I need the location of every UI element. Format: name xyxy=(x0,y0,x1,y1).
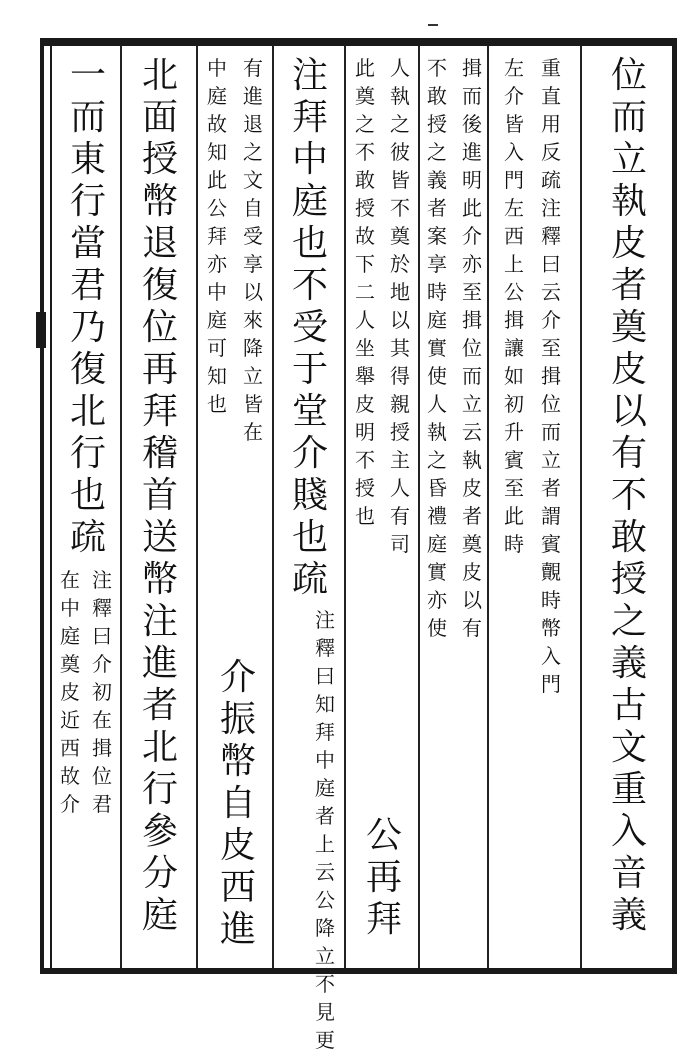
glyph: 云 xyxy=(315,860,335,884)
glyph: 不 xyxy=(610,475,647,516)
glyph: 謂 xyxy=(541,504,561,528)
glyph: 享 xyxy=(243,252,263,276)
glyph: 時 xyxy=(504,532,524,556)
glyph: 注 xyxy=(141,601,178,642)
glyph: 復 xyxy=(69,349,106,390)
glyph: 疏 xyxy=(541,168,561,192)
glyph: 進 xyxy=(219,909,256,950)
glyph: 上 xyxy=(504,252,524,276)
glyph: 拜 xyxy=(365,899,402,940)
glyph: 位 xyxy=(610,55,647,96)
glyph: 可 xyxy=(207,336,227,360)
glyph: 人 xyxy=(355,308,375,332)
glyph: 初 xyxy=(504,392,524,416)
glyph: 音 xyxy=(610,853,647,894)
glyph: 下 xyxy=(355,252,375,276)
glyph: 皆 xyxy=(390,168,410,192)
glyph: 立 xyxy=(462,392,482,416)
glyph: 義 xyxy=(610,643,647,684)
glyph: 而 xyxy=(541,420,561,444)
glyph: 亦 xyxy=(462,252,482,276)
glyph: 幣 xyxy=(541,616,561,640)
glyph: 立 xyxy=(541,448,561,472)
glyph: 釋 xyxy=(541,224,561,248)
glyph: 司 xyxy=(390,532,410,556)
glyph: 君 xyxy=(69,265,106,306)
glyph: 左 xyxy=(504,56,524,80)
glyph: 更 xyxy=(315,1028,335,1052)
glyph: 奠 xyxy=(462,532,482,556)
glyph: 公 xyxy=(365,815,402,856)
glyph: 授 xyxy=(427,112,447,136)
column-rule xyxy=(418,46,420,968)
glyph: 奠 xyxy=(390,224,410,248)
glyph: 也 xyxy=(291,223,328,264)
glyph: 門 xyxy=(541,672,561,696)
glyph: 西 xyxy=(219,867,256,908)
glyph: 參 xyxy=(141,811,178,852)
glyph: 公 xyxy=(504,280,524,304)
frame-top-border xyxy=(40,38,676,46)
glyph: 者 xyxy=(462,504,482,528)
glyph: 舉 xyxy=(355,364,375,388)
glyph: 北 xyxy=(141,55,178,96)
glyph: 進 xyxy=(243,84,263,108)
glyph: 敢 xyxy=(355,168,375,192)
glyph: 云 xyxy=(462,420,482,444)
glyph: 行 xyxy=(69,433,106,474)
glyph: 庭 xyxy=(60,624,80,648)
glyph: 至 xyxy=(541,336,561,360)
glyph: 立 xyxy=(243,364,263,388)
glyph: 不 xyxy=(390,196,410,220)
glyph: 于 xyxy=(291,349,328,390)
frame-right-border xyxy=(672,38,677,974)
glyph: 上 xyxy=(315,832,335,856)
glyph: 也 xyxy=(355,504,375,528)
glyph: 彼 xyxy=(390,140,410,164)
glyph: 見 xyxy=(315,1000,335,1024)
glyph: 以 xyxy=(462,588,482,612)
text-column-8-note-b xyxy=(56,570,84,822)
glyph: 人 xyxy=(390,56,410,80)
glyph: 賤 xyxy=(291,475,328,516)
glyph: 庭 xyxy=(207,84,227,108)
glyph: 注 xyxy=(291,55,328,96)
glyph: 曰 xyxy=(315,664,335,688)
glyph: 揖 xyxy=(504,308,524,332)
glyph: 來 xyxy=(243,308,263,332)
glyph: 拜 xyxy=(207,224,227,248)
glyph: 疏 xyxy=(291,559,328,600)
glyph: 位 xyxy=(92,764,112,788)
glyph: 降 xyxy=(315,916,335,940)
glyph: 立 xyxy=(610,139,647,180)
glyph: 以 xyxy=(390,308,410,332)
glyph: 也 xyxy=(291,517,328,558)
glyph: 重 xyxy=(610,769,647,810)
glyph: 之 xyxy=(355,112,375,136)
column-rule xyxy=(580,46,582,968)
glyph: 敢 xyxy=(610,517,647,558)
glyph: 者 xyxy=(141,685,178,726)
glyph: 明 xyxy=(355,420,375,444)
glyph: 拜 xyxy=(141,391,178,432)
glyph: 北 xyxy=(69,391,106,432)
glyph: 介 xyxy=(504,84,524,108)
glyph: 拜 xyxy=(291,97,328,138)
glyph: 奠 xyxy=(355,84,375,108)
glyph: 近 xyxy=(60,708,80,732)
text-column-2a xyxy=(531,58,571,702)
glyph: 當 xyxy=(69,223,106,264)
glyph: 中 xyxy=(315,748,335,772)
glyph: 在 xyxy=(243,420,263,444)
glyph: 皮 xyxy=(219,825,256,866)
glyph: 介 xyxy=(92,652,112,676)
fishtail-mark xyxy=(36,312,46,348)
glyph: 自 xyxy=(243,196,263,220)
glyph: 授 xyxy=(390,420,410,444)
glyph: 中 xyxy=(207,280,227,304)
glyph: 亦 xyxy=(207,252,227,276)
glyph: 之 xyxy=(427,140,447,164)
glyph: 有 xyxy=(610,433,647,474)
glyph: 自 xyxy=(219,783,256,824)
glyph: 再 xyxy=(365,857,402,898)
text-column-8-note-a xyxy=(88,570,116,822)
glyph: 立 xyxy=(315,944,335,968)
glyph: 君 xyxy=(92,792,112,816)
glyph: 介 xyxy=(462,224,482,248)
text-column-5-big xyxy=(356,815,412,944)
text-column-1 xyxy=(600,55,658,940)
glyph: 者 xyxy=(610,265,647,306)
glyph: 古 xyxy=(610,685,647,726)
glyph: 執 xyxy=(390,84,410,108)
glyph: 皆 xyxy=(243,392,263,416)
glyph: 庭 xyxy=(315,776,335,800)
glyph: 故 xyxy=(355,224,375,248)
glyph: 也 xyxy=(207,392,227,416)
glyph: 至 xyxy=(462,280,482,304)
glyph: 云 xyxy=(541,280,561,304)
glyph: 揖 xyxy=(92,736,112,760)
glyph: 而 xyxy=(69,97,106,138)
glyph: 皮 xyxy=(60,680,80,704)
glyph: 如 xyxy=(504,364,524,388)
glyph: 二 xyxy=(355,280,375,304)
glyph: 而 xyxy=(462,84,482,108)
glyph: 親 xyxy=(390,392,410,416)
glyph: 之 xyxy=(427,448,447,472)
glyph: 公 xyxy=(207,196,227,220)
glyph: 在 xyxy=(92,708,112,732)
glyph: 幣 xyxy=(141,181,178,222)
glyph: 坐 xyxy=(355,336,375,360)
glyph: 至 xyxy=(504,476,524,500)
text-column-8 xyxy=(60,55,116,562)
glyph: 介 xyxy=(291,433,328,474)
glyph: 不 xyxy=(427,56,447,80)
glyph: 注 xyxy=(541,196,561,220)
glyph: 賓 xyxy=(541,532,561,556)
glyph: 重 xyxy=(541,56,561,80)
glyph: 敢 xyxy=(427,84,447,108)
glyph: 初 xyxy=(92,680,112,704)
text-column-3b xyxy=(422,58,452,646)
glyph: 庭 xyxy=(427,308,447,332)
glyph: 得 xyxy=(390,364,410,388)
glyph: 庭 xyxy=(141,895,178,936)
glyph: 授 xyxy=(355,476,375,500)
glyph: 升 xyxy=(504,420,524,444)
glyph: 覿 xyxy=(541,560,561,584)
glyph: 揖 xyxy=(462,56,482,80)
glyph: 執 xyxy=(462,448,482,472)
glyph: 案 xyxy=(427,224,447,248)
glyph: 使 xyxy=(427,364,447,388)
glyph: 授 xyxy=(141,139,178,180)
glyph: 文 xyxy=(243,168,263,192)
glyph: 疏 xyxy=(69,517,106,558)
frame-bottom-border xyxy=(40,968,676,974)
glyph: 進 xyxy=(141,643,178,684)
glyph: 皆 xyxy=(504,112,524,136)
glyph: 西 xyxy=(60,736,80,760)
glyph: 用 xyxy=(541,112,561,136)
glyph: 後 xyxy=(462,112,482,136)
glyph: 以 xyxy=(610,391,647,432)
glyph: 之 xyxy=(390,112,410,136)
glyph: 受 xyxy=(291,307,328,348)
glyph: 之 xyxy=(243,140,263,164)
glyph: 進 xyxy=(462,140,482,164)
glyph: 分 xyxy=(141,853,178,894)
glyph: 拜 xyxy=(315,720,335,744)
glyph: 位 xyxy=(541,392,561,416)
glyph: 在 xyxy=(60,568,80,592)
glyph: 乃 xyxy=(69,307,106,348)
glyph: 有 xyxy=(243,56,263,80)
glyph: 而 xyxy=(462,364,482,388)
glyph: 受 xyxy=(243,224,263,248)
glyph: 位 xyxy=(462,336,482,360)
glyph: 中 xyxy=(60,596,80,620)
glyph: 者 xyxy=(315,804,335,828)
glyph: 曰 xyxy=(92,624,112,648)
glyph: 皮 xyxy=(462,560,482,584)
text-column-2b xyxy=(494,58,534,562)
column-rule xyxy=(272,46,274,968)
glyph: 此 xyxy=(462,196,482,220)
text-column-7 xyxy=(130,55,190,940)
text-column-4b xyxy=(350,58,380,534)
glyph: 執 xyxy=(610,181,647,222)
glyph: 公 xyxy=(315,888,335,912)
glyph: 奠 xyxy=(60,652,80,676)
glyph: 禮 xyxy=(427,504,447,528)
glyph: 不 xyxy=(291,265,328,306)
glyph: 門 xyxy=(504,168,524,192)
glyph: 稽 xyxy=(141,433,178,474)
glyph: 北 xyxy=(141,727,178,768)
glyph: 明 xyxy=(462,168,482,192)
glyph: 退 xyxy=(243,112,263,136)
glyph: 此 xyxy=(355,56,375,80)
glyph: 中 xyxy=(291,139,328,180)
glyph: 於 xyxy=(390,252,410,276)
text-column-5-note-a xyxy=(310,610,340,1058)
glyph: 享 xyxy=(427,252,447,276)
top-mark xyxy=(428,24,438,26)
glyph: 授 xyxy=(610,559,647,600)
glyph: 此 xyxy=(504,504,524,528)
glyph: 者 xyxy=(427,196,447,220)
glyph: 不 xyxy=(355,140,375,164)
text-column-6-big xyxy=(210,657,266,954)
text-column-5 xyxy=(282,55,338,604)
glyph: 皮 xyxy=(355,392,375,416)
glyph: 介 xyxy=(219,657,256,698)
glyph: 行 xyxy=(69,181,106,222)
glyph: 授 xyxy=(355,196,375,220)
glyph: 其 xyxy=(390,336,410,360)
column-rule xyxy=(344,46,346,968)
glyph: 入 xyxy=(504,140,524,164)
glyph: 者 xyxy=(541,476,561,500)
glyph: 實 xyxy=(427,560,447,584)
glyph: 介 xyxy=(541,308,561,332)
glyph: 之 xyxy=(610,601,647,642)
glyph: 知 xyxy=(315,692,335,716)
glyph: 再 xyxy=(141,349,178,390)
glyph: 振 xyxy=(219,699,256,740)
glyph: 讓 xyxy=(504,336,524,360)
glyph: 知 xyxy=(207,364,227,388)
text-column-3a xyxy=(457,58,487,646)
text-column-6b xyxy=(202,58,232,422)
glyph: 皮 xyxy=(610,223,647,264)
glyph: 文 xyxy=(610,727,647,768)
glyph: 介 xyxy=(60,792,80,816)
glyph: 中 xyxy=(207,56,227,80)
glyph: 執 xyxy=(427,420,447,444)
glyph: 幣 xyxy=(219,741,256,782)
glyph: 有 xyxy=(390,504,410,528)
glyph: 也 xyxy=(69,475,106,516)
glyph: 使 xyxy=(427,616,447,640)
glyph: 曰 xyxy=(541,252,561,276)
glyph: 有 xyxy=(462,616,482,640)
glyph: 入 xyxy=(610,811,647,852)
glyph: 義 xyxy=(427,168,447,192)
glyph: 時 xyxy=(427,280,447,304)
glyph: 反 xyxy=(541,140,561,164)
glyph: 揖 xyxy=(462,308,482,332)
glyph: 庭 xyxy=(207,308,227,332)
column-rule xyxy=(120,46,122,968)
glyph: 以 xyxy=(243,280,263,304)
glyph: 昏 xyxy=(427,476,447,500)
frame-left-border xyxy=(40,38,44,974)
glyph: 奠 xyxy=(610,307,647,348)
glyph: 注 xyxy=(92,568,112,592)
glyph: 入 xyxy=(541,644,561,668)
glyph: 面 xyxy=(141,97,178,138)
glyph: 左 xyxy=(504,196,524,220)
glyph: 首 xyxy=(141,475,178,516)
glyph: 庭 xyxy=(427,532,447,556)
glyph: 人 xyxy=(427,392,447,416)
glyph: 不 xyxy=(315,972,335,996)
glyph: 地 xyxy=(390,280,410,304)
glyph: 行 xyxy=(141,769,178,810)
text-column-4a xyxy=(385,58,415,562)
glyph: 故 xyxy=(207,112,227,136)
glyph: 幣 xyxy=(141,559,178,600)
column-rule xyxy=(487,46,489,968)
glyph: 此 xyxy=(207,168,227,192)
glyph: 時 xyxy=(541,588,561,612)
glyph: 義 xyxy=(610,895,647,936)
glyph: 注 xyxy=(315,608,335,632)
glyph: 揖 xyxy=(541,364,561,388)
glyph: 亦 xyxy=(427,588,447,612)
glyph: 而 xyxy=(610,97,647,138)
glyph: 堂 xyxy=(291,391,328,432)
glyph: 退 xyxy=(141,223,178,264)
glyph: 實 xyxy=(427,336,447,360)
glyph: 一 xyxy=(69,55,106,96)
glyph: 東 xyxy=(69,139,106,180)
glyph: 西 xyxy=(504,224,524,248)
glyph: 人 xyxy=(390,476,410,500)
glyph: 釋 xyxy=(315,636,335,660)
frame-left-inner-border xyxy=(50,46,52,968)
glyph: 直 xyxy=(541,84,561,108)
glyph: 釋 xyxy=(92,596,112,620)
glyph: 降 xyxy=(243,336,263,360)
glyph: 復 xyxy=(141,265,178,306)
glyph: 送 xyxy=(141,517,178,558)
glyph: 不 xyxy=(355,448,375,472)
glyph: 主 xyxy=(390,448,410,472)
glyph: 庭 xyxy=(291,181,328,222)
column-rule xyxy=(196,46,198,968)
glyph: 皮 xyxy=(610,349,647,390)
text-column-6a xyxy=(238,58,268,450)
glyph: 賓 xyxy=(504,448,524,472)
glyph: 故 xyxy=(60,764,80,788)
glyph: 位 xyxy=(141,307,178,348)
glyph: 皮 xyxy=(462,476,482,500)
glyph: 知 xyxy=(207,140,227,164)
